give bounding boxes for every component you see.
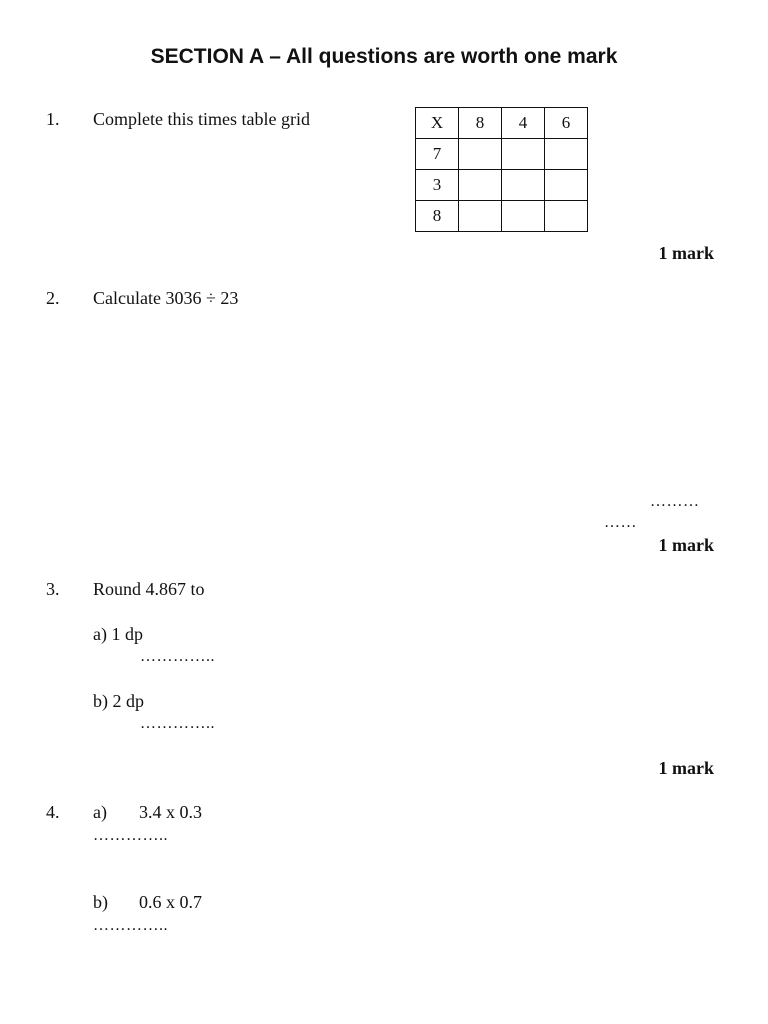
grid-answer-cell[interactable] [502, 170, 545, 201]
grid-answer-cell[interactable] [502, 139, 545, 170]
question-4b-label: b) [93, 892, 108, 912]
grid-row [416, 201, 588, 232]
question-4b-expression: 0.6 x 0.7 [139, 892, 202, 912]
question-4a-answer-line[interactable]: ………….. [93, 827, 168, 844]
question-1-mark: 1 mark [658, 243, 714, 263]
grid-row [416, 170, 588, 201]
question-2-answer-line[interactable]: ……… [650, 493, 700, 510]
grid-answer-cell[interactable] [459, 139, 502, 170]
question-2-number: 2. [46, 288, 60, 308]
section-heading: SECTION A – All questions are worth one mark [150, 45, 618, 68]
grid-column-header: 4 [502, 108, 545, 139]
question-1-text: Complete this times table grid [93, 109, 310, 129]
question-4a-expression: 3.4 x 0.3 [139, 802, 202, 822]
grid-corner-cell: X [416, 108, 459, 139]
grid-answer-cell[interactable] [502, 201, 545, 232]
question-1-number: 1. [46, 109, 60, 129]
grid-column-header: 6 [545, 108, 588, 139]
question-4b-answer-line[interactable]: ………….. [93, 917, 168, 934]
question-4a-label: a) [93, 802, 107, 822]
question-3b-answer-line[interactable]: ………….. [140, 715, 215, 732]
question-4-number: 4. [46, 802, 60, 822]
grid-answer-cell[interactable] [459, 201, 502, 232]
grid-answer-cell[interactable] [459, 170, 502, 201]
question-3-mark: 1 mark [658, 758, 714, 778]
grid-answer-cell[interactable] [545, 170, 588, 201]
times-table-grid [415, 107, 588, 232]
grid-row [416, 139, 588, 170]
question-3-number: 3. [46, 579, 60, 599]
grid-header-row [416, 108, 588, 139]
question-3b-label: b) 2 dp [93, 691, 144, 711]
question-2-text: Calculate 3036 ÷ 23 [93, 288, 239, 308]
question-2-answer-line-continued[interactable]: …… [604, 514, 637, 531]
question-3a-label: a) 1 dp [93, 624, 143, 644]
grid-answer-cell[interactable] [545, 139, 588, 170]
question-3-text: Round 4.867 to [93, 579, 205, 599]
grid-answer-cell[interactable] [545, 201, 588, 232]
grid-row-header: 8 [416, 201, 459, 232]
question-2-mark: 1 mark [658, 535, 714, 555]
question-3a-answer-line[interactable]: ………….. [140, 648, 215, 665]
grid-column-header: 8 [459, 108, 502, 139]
grid-row-header: 3 [416, 170, 459, 201]
grid-row-header: 7 [416, 139, 459, 170]
